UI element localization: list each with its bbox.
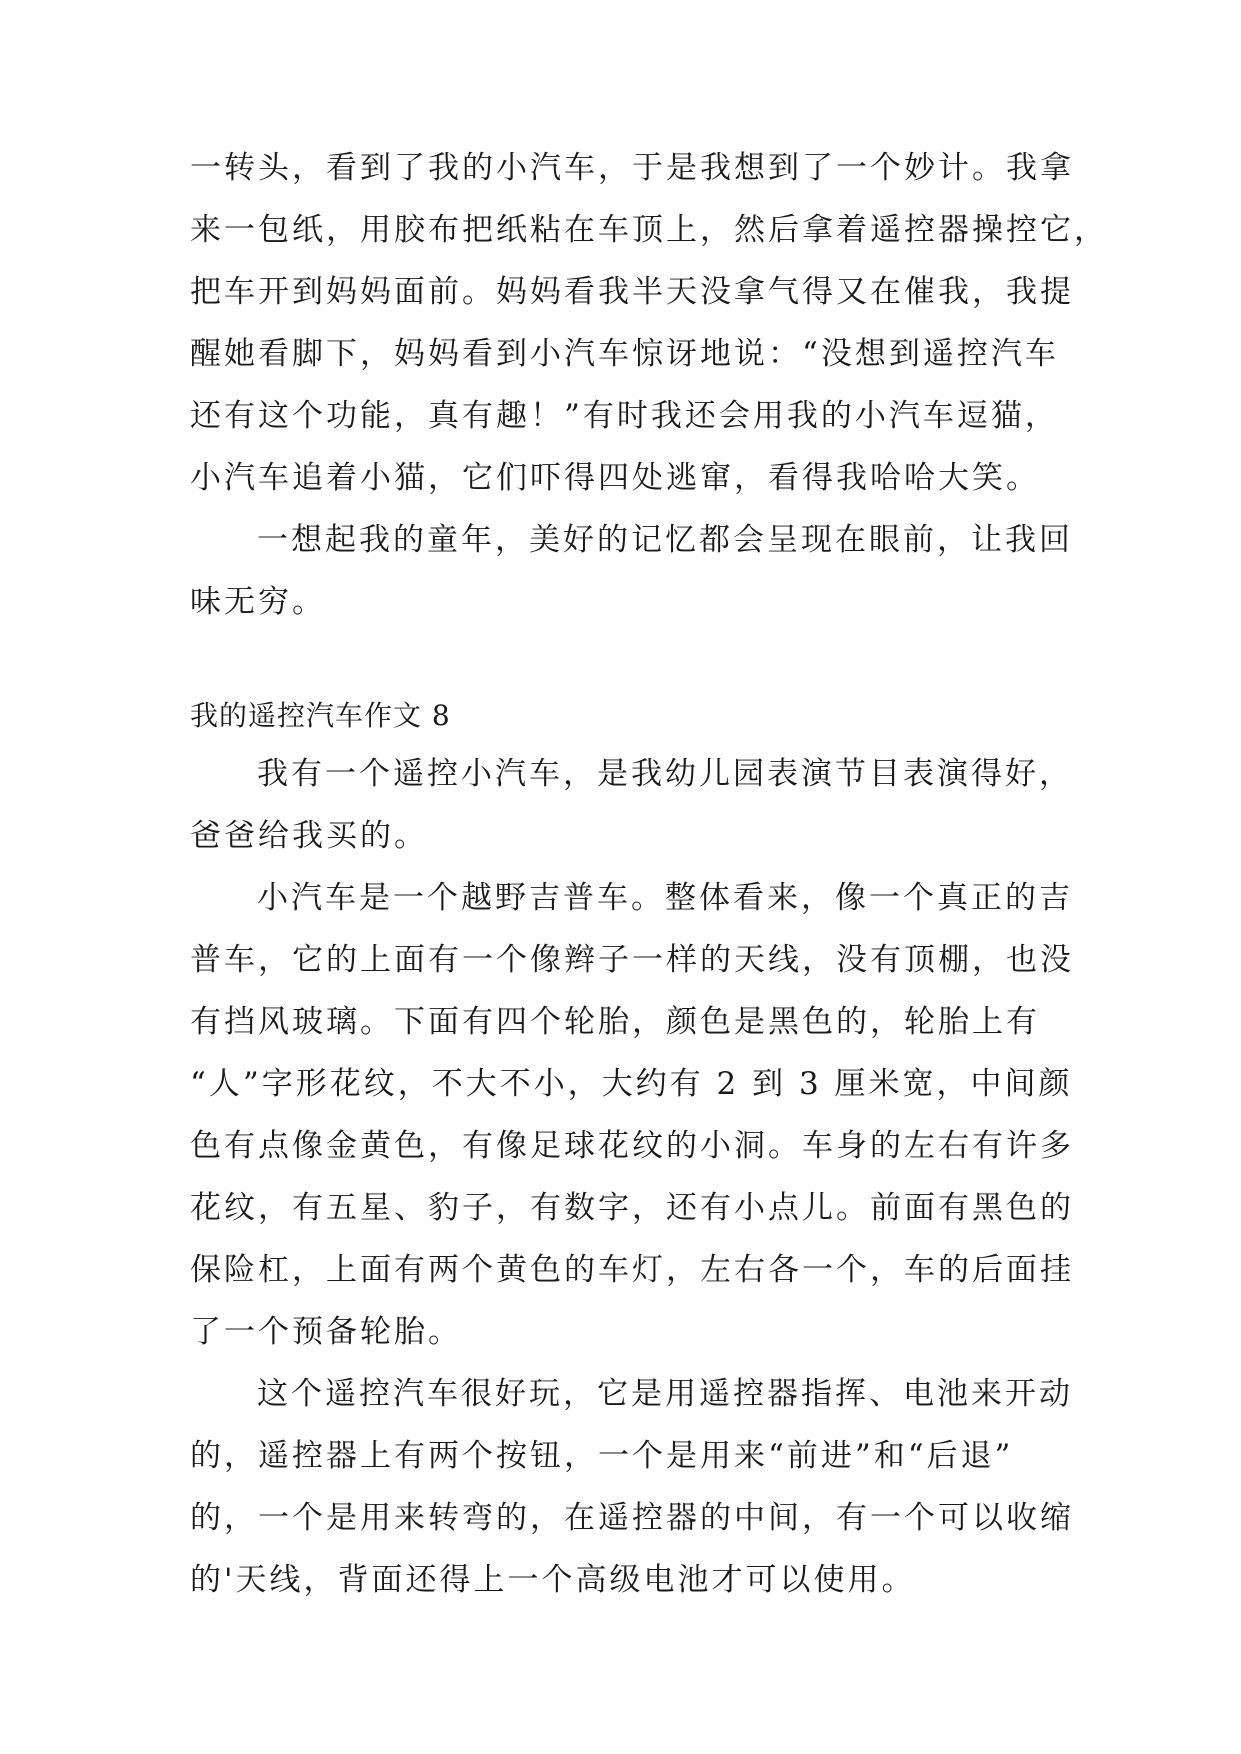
text-line: 我有一个遥控小汽车，是我幼儿园表演节目表演得好， (257, 756, 1073, 792)
text-line: 这个遥控汽车很好玩，它是用遥控器指挥、电池来开动 (257, 1376, 1073, 1412)
essay-title: 我的遥控汽车作文 8 (190, 699, 451, 732)
text-line: 的，一个是用来转弯的，在遥控器的中间，有一个可以收缩 (190, 1500, 1074, 1536)
text-line: 味无穷。 (190, 584, 326, 620)
text-line: 有挡风玻璃。下面有四个轮胎，颜色是黑色的，轮胎上有 (190, 1004, 1040, 1040)
text-line: 醒她看脚下，妈妈看到小汽车惊讶地说：“没想到遥控汽车 (190, 336, 1059, 372)
text-line: “人”字形花纹，不大不小，大约有 2 到 3 厘米宽，中间颜 (190, 1066, 1073, 1102)
text-line: 普车，它的上面有一个像辫子一样的天线，没有顶棚，也没 (190, 942, 1074, 978)
text-line: 的'天线，背面还得上一个高级电池才可以使用。 (190, 1562, 916, 1598)
text-line: 来一包纸，用胶布把纸粘在车顶上，然后拿着遥控器操控它， (190, 212, 1108, 248)
text-line: 花纹，有五星、豹子，有数字，还有小点儿。前面有黑色的 (190, 1190, 1074, 1226)
text-line: 色有点像金黄色，有像足球花纹的小洞。车身的左右有许多 (190, 1128, 1074, 1164)
text-line: 把车开到妈妈面前。妈妈看我半天没拿气得又在催我，我提 (190, 274, 1074, 310)
text-line: 保险杠，上面有两个黄色的车灯，左右各一个，车的后面挂 (190, 1252, 1074, 1288)
text-line: 小汽车是一个越野吉普车。整体看来，像一个真正的吉 (257, 880, 1073, 916)
text-line: 了一个预备轮胎。 (190, 1314, 462, 1350)
text-line: 还有这个功能，真有趣！”有时我还会用我的小汽车逗猫， (190, 398, 1059, 434)
text-line: 的，遥控器上有两个按钮，一个是用来“前进”和“后退” (190, 1438, 1014, 1474)
text-line: 一想起我的童年，美好的记忆都会呈现在眼前，让我回 (257, 522, 1073, 558)
text-line: 小汽车追着小猫，它们吓得四处逃窜，看得我哈哈大笑。 (190, 460, 1040, 496)
text-line: 一转头，看到了我的小汽车，于是我想到了一个妙计。我拿 (190, 150, 1074, 186)
text-line: 爸爸给我买的。 (190, 818, 428, 854)
